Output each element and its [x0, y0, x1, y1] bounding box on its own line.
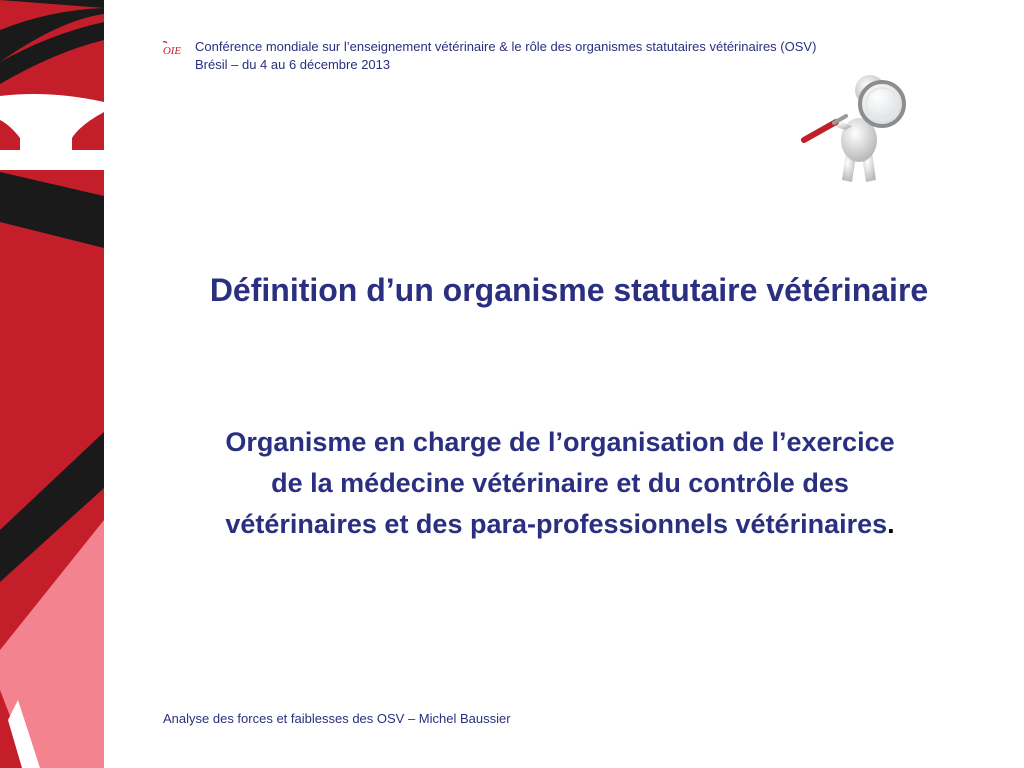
slide-title: Définition d’un organisme statutaire vétérinaire	[209, 272, 929, 308]
conference-date-line: Brésil – du 4 au 6 décembre 2013	[195, 57, 391, 72]
logo-text: OIE	[162, 45, 182, 57]
definition-text	[170, 422, 950, 545]
person-with-magnifying-glass-icon	[796, 70, 914, 188]
oie-logo-icon	[160, 40, 184, 58]
definition-line-2: de la médecine vétérinaire et du contrôle des	[271, 468, 849, 498]
definition-line-3	[170, 504, 950, 545]
definition-line-3-text: vétérinaires et des para-professionnels vétérinaires	[225, 509, 888, 539]
slide-footer: Analyse des forces et faiblesses des OSV – Michel Baussier	[163, 711, 511, 726]
definition-period: .	[887, 509, 895, 539]
conference-header	[195, 38, 915, 74]
conference-title-line: Conférence mondiale sur l’enseignement vétérinaire & le rôle des organismes statutaires vétérinaires (OSV)	[195, 39, 817, 54]
decorative-side-band	[0, 0, 104, 768]
definition-line-1: Organisme en charge de l’organisation de l’exercice	[225, 427, 895, 457]
